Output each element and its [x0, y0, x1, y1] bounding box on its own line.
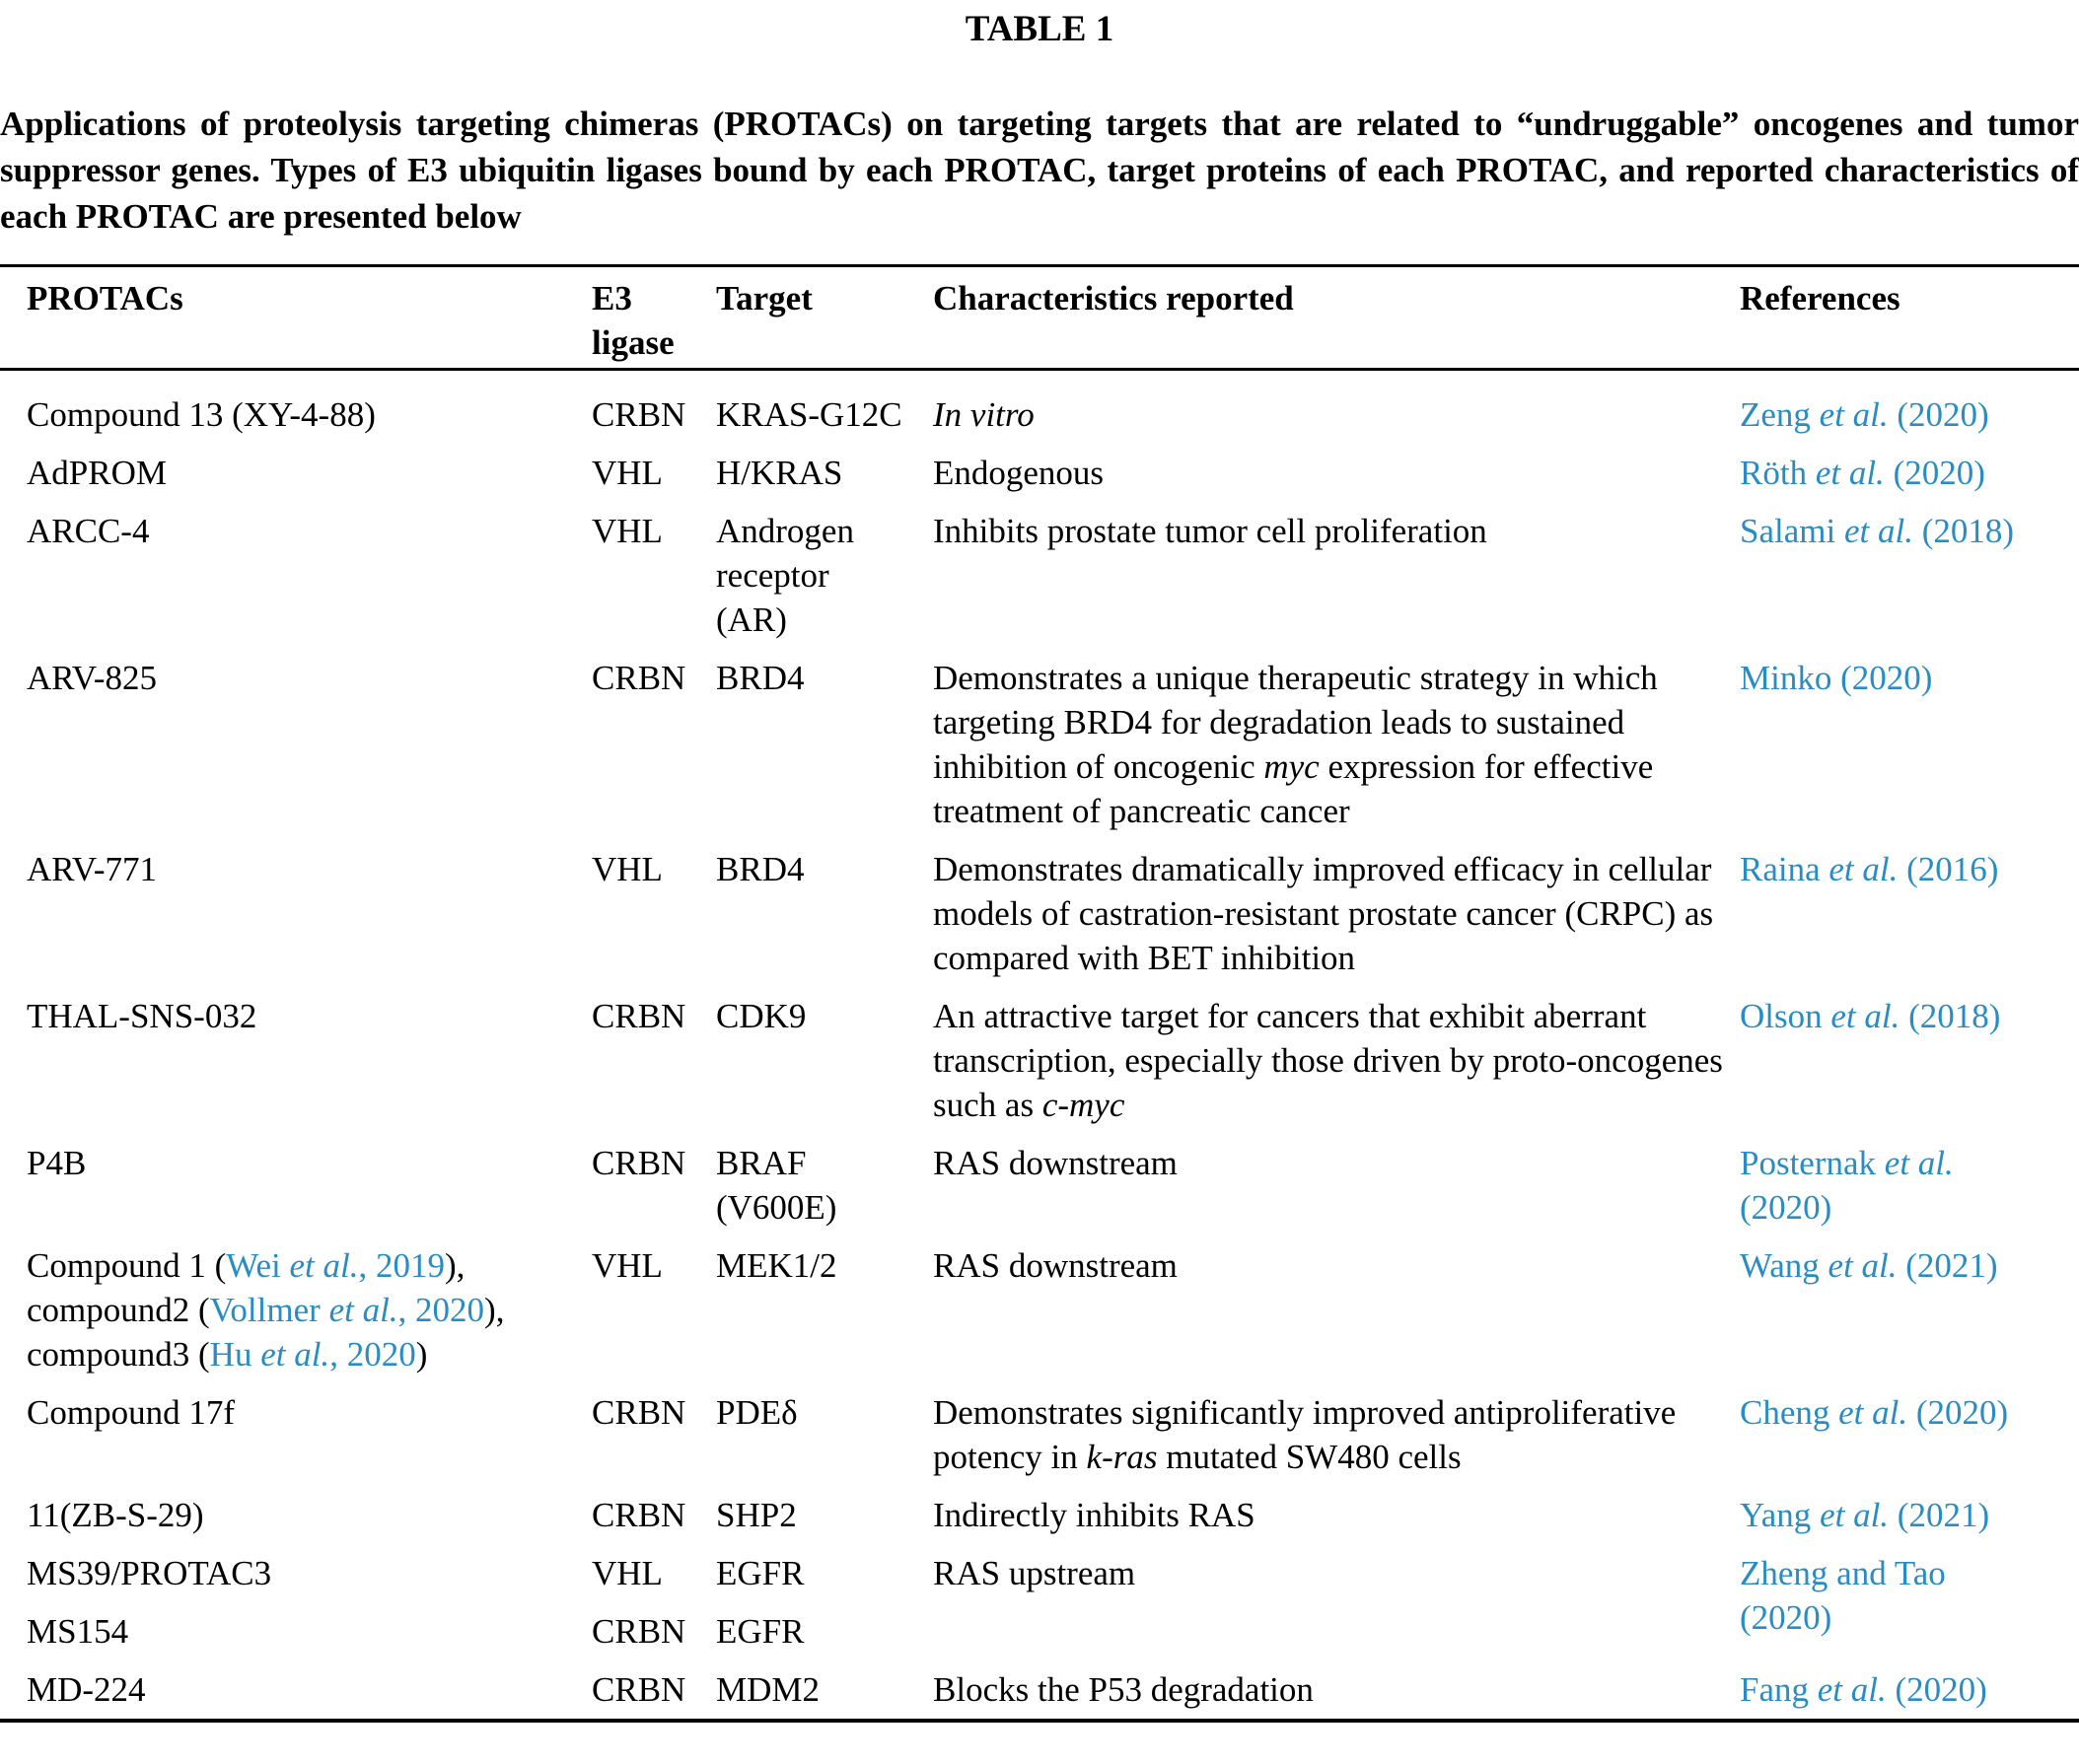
- target-cell: [716, 987, 933, 1134]
- text-run: CRBN: [592, 1612, 686, 1651]
- e3-ligase-cell: [592, 1486, 716, 1544]
- characteristics-cell: [933, 444, 1740, 502]
- citation-link[interactable]: Yang: [1740, 1496, 1821, 1534]
- citation-link[interactable]: et al.: [1830, 997, 1900, 1035]
- table-row: [0, 840, 2079, 987]
- protac-cell: [0, 840, 592, 987]
- citation-link[interactable]: (2021): [1889, 1496, 1990, 1534]
- reference-cell: [1740, 840, 2079, 987]
- table-header: [0, 266, 2079, 370]
- target-cell: [716, 444, 933, 502]
- characteristics-cell: [933, 649, 1740, 840]
- col-header-protacs: PROTACs: [0, 266, 592, 370]
- citation-link[interactable]: Raina: [1740, 850, 1829, 888]
- e3-ligase-cell: [592, 1602, 716, 1660]
- citation-link[interactable]: Röth: [1740, 454, 1816, 492]
- text-run: SHP2: [716, 1496, 797, 1534]
- target-cell: [716, 1602, 933, 1660]
- e3-ligase-cell: [592, 1383, 716, 1486]
- target-cell: [716, 1660, 933, 1721]
- citation-link[interactable]: (2020): [1886, 1670, 1987, 1709]
- citation-link[interactable]: Hu: [209, 1335, 261, 1374]
- text-run: (AR): [716, 600, 787, 639]
- e3-ligase-cell: [592, 1544, 716, 1602]
- text-run: BRAF: [716, 1144, 807, 1182]
- table-caption: Applications of proteolysis targeting chimeras (PROTACs) on targeting targets that are related to “undruggable” oncogenes and tumor suppressor genes. Types of E3 ubiquitin ligases bound by each PROTAC, target proteins of each PROTAC, and reported characteristics of each PROTAC are presented below: [0, 105, 2079, 236]
- citation-link[interactable]: Zeng: [1740, 395, 1820, 434]
- protac-cell: [0, 1602, 592, 1660]
- citation-link[interactable]: (2020): [1907, 1393, 2009, 1432]
- citation-link[interactable]: et al.: [1817, 1670, 1887, 1709]
- table-row: [0, 649, 2079, 840]
- text-run: RAS upstream: [933, 1554, 1136, 1592]
- text-run: H/KRAS: [716, 454, 843, 492]
- e3-ligase-cell: [592, 987, 716, 1134]
- text-run: ARV-825: [27, 659, 158, 697]
- citation-link[interactable]: et al.: [1819, 395, 1889, 434]
- table-row: [0, 1236, 2079, 1383]
- text-run: MDM2: [716, 1670, 821, 1709]
- text-run: AdPROM: [27, 454, 167, 492]
- target-cell: [716, 502, 933, 649]
- protac-cell: [0, 1383, 592, 1486]
- text-run: CDK9: [716, 997, 807, 1035]
- e3-ligase-cell: [592, 1236, 716, 1383]
- text-run: Androgen: [716, 512, 854, 550]
- text-run: VHL: [592, 512, 663, 550]
- table-title: TABLE 1: [965, 9, 1114, 49]
- citation-link[interactable]: et al.: [260, 1335, 330, 1374]
- characteristics-cell: [933, 1544, 1740, 1602]
- reference-cell: [1740, 1134, 2079, 1236]
- table-body: [0, 370, 2079, 1722]
- citation-link[interactable]: (2018): [1900, 997, 2001, 1035]
- reference-cell: [1740, 1544, 2079, 1660]
- text-run: CRBN: [592, 1670, 686, 1709]
- text-run: VHL: [592, 454, 663, 492]
- text-run: KRAS-G12C: [716, 395, 902, 434]
- text-run: ),: [484, 1291, 505, 1329]
- protac-cell: [0, 1134, 592, 1236]
- citation-link[interactable]: Posternak: [1740, 1144, 1885, 1182]
- characteristics-cell: [933, 987, 1740, 1134]
- text-run: Demonstrates a unique therapeutic strategy in which targeting BRD4 for degradation leads to sustained inhibition of oncogenic: [933, 659, 1658, 786]
- citation-link[interactable]: et al.: [1838, 1393, 1908, 1432]
- text-run: BRD4: [716, 850, 805, 888]
- text-run: k-ras: [1086, 1438, 1158, 1476]
- text-run: Compound 1 (: [27, 1246, 227, 1285]
- table-row: [0, 1544, 2079, 1602]
- protac-cell: [0, 1486, 592, 1544]
- text-run: RAS downstream: [933, 1144, 1178, 1182]
- protac-cell: [0, 370, 592, 445]
- text-run: VHL: [592, 850, 663, 888]
- protac-applications-table: [0, 264, 2079, 1723]
- text-run: An attractive target for cancers that exhibit aberrant transcription, especially those driven by proto-oncogenes such as: [933, 997, 1723, 1124]
- citation-link[interactable]: Vollmer: [209, 1291, 329, 1329]
- citation-link[interactable]: , 2020: [329, 1335, 416, 1374]
- protac-cell: [0, 649, 592, 840]
- text-run: myc: [1263, 747, 1320, 786]
- citation-link[interactable]: et al.: [289, 1246, 359, 1285]
- reference-cell: [1740, 370, 2079, 445]
- citation-link[interactable]: et al.: [1828, 1246, 1898, 1285]
- citation-link[interactable]: (2018): [1912, 512, 2015, 550]
- protac-cell: [0, 444, 592, 502]
- text-run: receptor: [716, 556, 829, 595]
- characteristics-cell: [933, 1383, 1740, 1486]
- citation-link[interactable]: et al.: [1815, 454, 1885, 492]
- target-cell: [716, 1236, 933, 1383]
- text-run: mutated SW480 cells: [1157, 1438, 1462, 1476]
- text-run: CRBN: [592, 659, 686, 697]
- text-run: compound3 (: [27, 1335, 210, 1374]
- e3-ligase-cell: [592, 370, 716, 445]
- col-header-characteristics: Characteristics reported: [933, 266, 1740, 370]
- citation-link[interactable]: Minko (2020): [1740, 659, 1933, 697]
- target-cell: [716, 370, 933, 445]
- text-run: Demonstrates significantly improved antiproliferative potency in: [933, 1393, 1677, 1476]
- header-row: [0, 266, 2079, 370]
- text-run: compound2 (: [27, 1291, 210, 1329]
- text-run: EGFR: [716, 1612, 805, 1651]
- citation-link[interactable]: , 2019: [358, 1246, 445, 1285]
- text-run: expression for effective treatment of pancreatic cancer: [933, 747, 1654, 830]
- text-run: THAL-SNS-032: [27, 997, 257, 1035]
- text-run: CRBN: [592, 1496, 686, 1534]
- e3-ligase-cell: [592, 1134, 716, 1236]
- table-row: [0, 370, 2079, 445]
- citation-link[interactable]: Salami: [1740, 512, 1844, 550]
- text-run: PDEδ: [716, 1393, 798, 1432]
- text-run: CRBN: [592, 1393, 686, 1432]
- text-run: CRBN: [592, 997, 686, 1035]
- text-run: Demonstrates dramatically improved efficacy in cellular models of castration-resistant prostate cancer (CRPC) as compared with BET inhibition: [933, 850, 1714, 977]
- text-run: In vitro: [933, 395, 1035, 434]
- characteristics-cell: [933, 502, 1740, 649]
- protac-cell: [0, 1236, 592, 1383]
- col-header-target: Target: [716, 266, 933, 370]
- citation-link[interactable]: (2020): [1740, 1188, 1832, 1227]
- col-header-references: References: [1740, 266, 2079, 370]
- text-run: ARCC-4: [27, 512, 150, 550]
- citation-link[interactable]: (2021): [1897, 1246, 1998, 1285]
- text-run: ARV-771: [27, 850, 158, 888]
- reference-cell: [1740, 1486, 2079, 1544]
- reference-cell: [1740, 502, 2079, 649]
- e3-ligase-cell: [592, 444, 716, 502]
- protac-cell: [0, 1660, 592, 1721]
- protac-cell: [0, 987, 592, 1134]
- table-row: [0, 1486, 2079, 1544]
- reference-cell: [1740, 1383, 2079, 1486]
- citation-link[interactable]: Wang: [1740, 1246, 1828, 1285]
- text-run: CRBN: [592, 1144, 686, 1182]
- target-cell: [716, 1544, 933, 1602]
- table-row: [0, 502, 2079, 649]
- text-run: Inhibits prostate tumor cell proliferation: [933, 512, 1487, 550]
- table-row: [0, 1134, 2079, 1236]
- citation-link[interactable]: Fang: [1740, 1670, 1818, 1709]
- e3-ligase-cell: [592, 1660, 716, 1721]
- text-run: VHL: [592, 1246, 663, 1285]
- citation-link[interactable]: (2020): [1884, 454, 1985, 492]
- characteristics-cell: [933, 1134, 1740, 1236]
- text-run: (V600E): [716, 1188, 837, 1227]
- text-run: MD-224: [27, 1670, 146, 1709]
- target-cell: [716, 1486, 933, 1544]
- citation-link[interactable]: et al.: [1828, 850, 1899, 888]
- characteristics-cell: [933, 840, 1740, 987]
- target-cell: [716, 1134, 933, 1236]
- characteristics-cell: [933, 370, 1740, 445]
- reference-cell: [1740, 1236, 2079, 1383]
- text-run: VHL: [592, 1554, 663, 1592]
- col-header-e3-ligase: E3 ligase: [592, 266, 716, 370]
- text-run: MS154: [27, 1612, 129, 1651]
- text-run: MEK1/2: [716, 1246, 837, 1285]
- characteristics-cell: [933, 1602, 1740, 1660]
- citation-link[interactable]: (2020): [1888, 395, 1989, 434]
- citation-link[interactable]: et al.: [328, 1291, 398, 1329]
- reference-cell: [1740, 987, 2079, 1134]
- target-cell: [716, 649, 933, 840]
- text-run: ),: [444, 1246, 466, 1285]
- text-run: BRD4: [716, 659, 805, 697]
- citation-link[interactable]: et al.: [1820, 1496, 1890, 1534]
- protac-cell: [0, 502, 592, 649]
- table-row: [0, 444, 2079, 502]
- text-run: Compound 13 (XY-4-88): [27, 395, 376, 434]
- text-run: c-myc: [1041, 1086, 1125, 1124]
- text-run: Compound 17f: [27, 1393, 235, 1432]
- citation-link[interactable]: Wei: [226, 1246, 290, 1285]
- text-run: CRBN: [592, 395, 686, 434]
- text-run: RAS downstream: [933, 1246, 1178, 1285]
- citation-link[interactable]: Zheng and Tao: [1740, 1554, 1946, 1592]
- text-run: Endogenous: [933, 454, 1105, 492]
- e3-ligase-cell: [592, 502, 716, 649]
- citation-link[interactable]: Cheng: [1740, 1393, 1839, 1432]
- table-row: [0, 987, 2079, 1134]
- table-row: [0, 1383, 2079, 1486]
- text-run: P4B: [27, 1144, 87, 1182]
- citation-link[interactable]: et al.: [1884, 1144, 1954, 1182]
- text-run: Indirectly inhibits RAS: [933, 1496, 1255, 1534]
- characteristics-cell: [933, 1236, 1740, 1383]
- e3-ligase-cell: [592, 840, 716, 987]
- protac-cell: [0, 1544, 592, 1602]
- text-run: Blocks the P53 degradation: [933, 1670, 1314, 1709]
- text-run: EGFR: [716, 1554, 805, 1592]
- citation-link[interactable]: Olson: [1740, 997, 1831, 1035]
- reference-cell: [1740, 649, 2079, 840]
- text-run: MS39/PROTAC3: [27, 1554, 272, 1592]
- citation-link[interactable]: (2020): [1740, 1598, 1832, 1637]
- reference-cell: [1740, 444, 2079, 502]
- table-row: [0, 1660, 2079, 1721]
- reference-cell: [1740, 1660, 2079, 1721]
- target-cell: [716, 840, 933, 987]
- text-run: 11(ZB-S-29): [27, 1496, 204, 1534]
- target-cell: [716, 1383, 933, 1486]
- citation-link[interactable]: , 2020: [397, 1291, 485, 1329]
- citation-link[interactable]: et al.: [1843, 512, 1913, 550]
- text-run: ): [415, 1335, 428, 1374]
- e3-ligase-cell: [592, 649, 716, 840]
- characteristics-cell: [933, 1660, 1740, 1721]
- characteristics-cell: [933, 1486, 1740, 1544]
- citation-link[interactable]: (2016): [1898, 850, 1999, 888]
